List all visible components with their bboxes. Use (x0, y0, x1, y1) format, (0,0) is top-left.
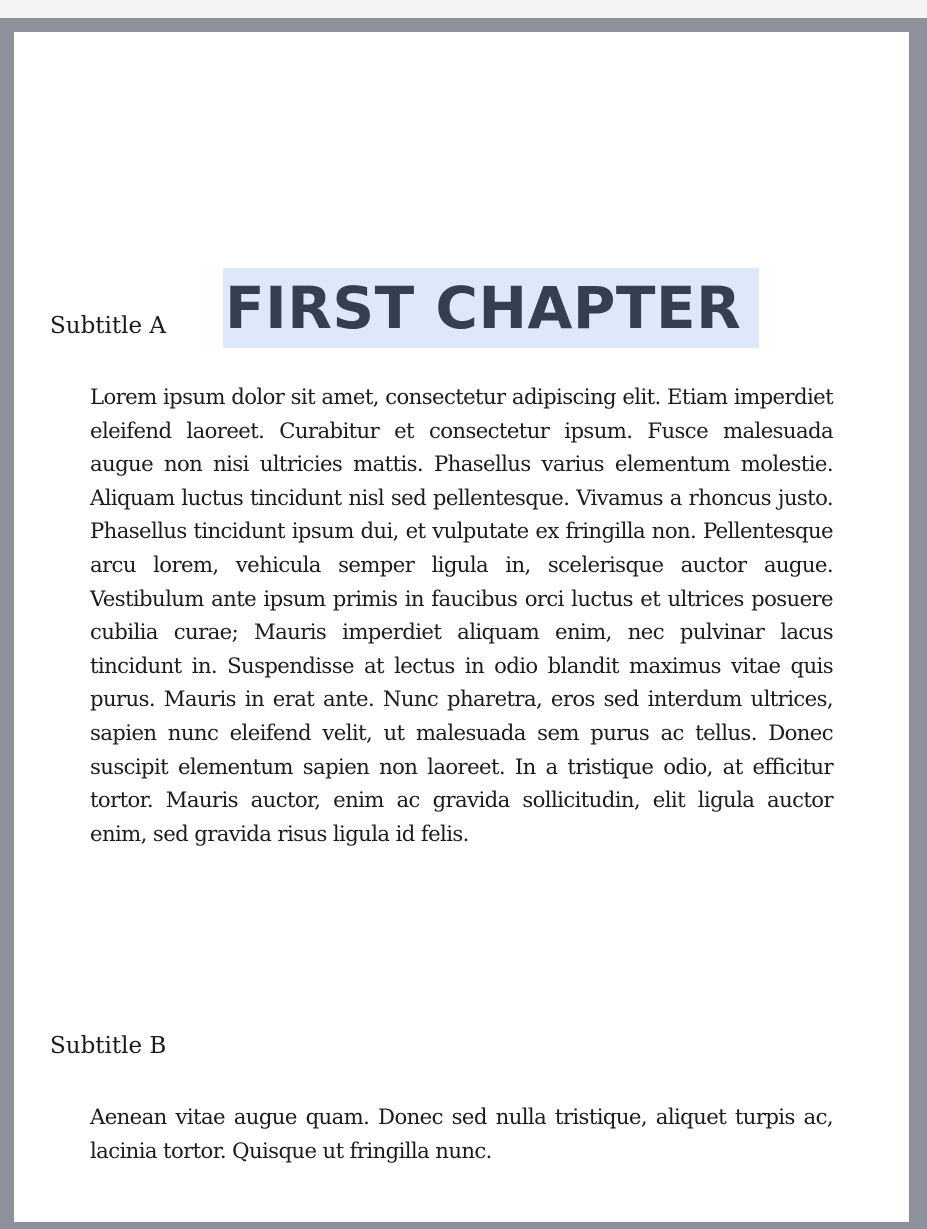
document-page (14, 32, 909, 1222)
section-subtitle-a: Subtitle A (50, 313, 167, 339)
chapter-title[interactable]: FIRST CHAPTER (223, 268, 759, 348)
section-body-a: Lorem ipsum dolor sit amet, consectetur adipiscing elit. Etiam imperdiet eleifend laoreet. Curabitur et consectetur ipsum. Fusce malesuada augue non nisi ultricies mattis. Phasellus varius elementum molestie. Aliquam luctus tincidunt nisl sed pellentesque. Vivamus a rhoncus justo. Phasellus tincidunt ipsum dui, et vulputate ex fringilla non. Pellentesque arcu lorem, vehicula semper ligula in, scelerisque auctor augue. Vestibulum ante ipsum primis in faucibus orci luctus et ultrices posuere cubilia curae; Mauris imperdiet aliquam enim, nec pulvinar lacus tincidunt in. Suspendisse at lectus in odio blandit maximus vitae quis purus. Mauris in erat ante. Nunc pharetra, eros sed interdum ultrices, sapien nunc eleifend velit, ut malesuada sem purus ac tellus. Donec suscipit elementum sapien non laoreet. In a tristique odio, at efficitur tortor. Mauris auctor, enim ac gravida sollicitudin, elit ligula auctor enim, sed gravida risus ligula id felis. (90, 384, 833, 846)
document-viewer (0, 18, 927, 1229)
section-subtitle-b: Subtitle B (50, 1033, 167, 1059)
section-body-b: Aenean vitae augue quam. Donec sed nulla tristique, aliquet turpis ac, lacinia tortor. Quisque ut fringilla nunc. (90, 1104, 833, 1163)
